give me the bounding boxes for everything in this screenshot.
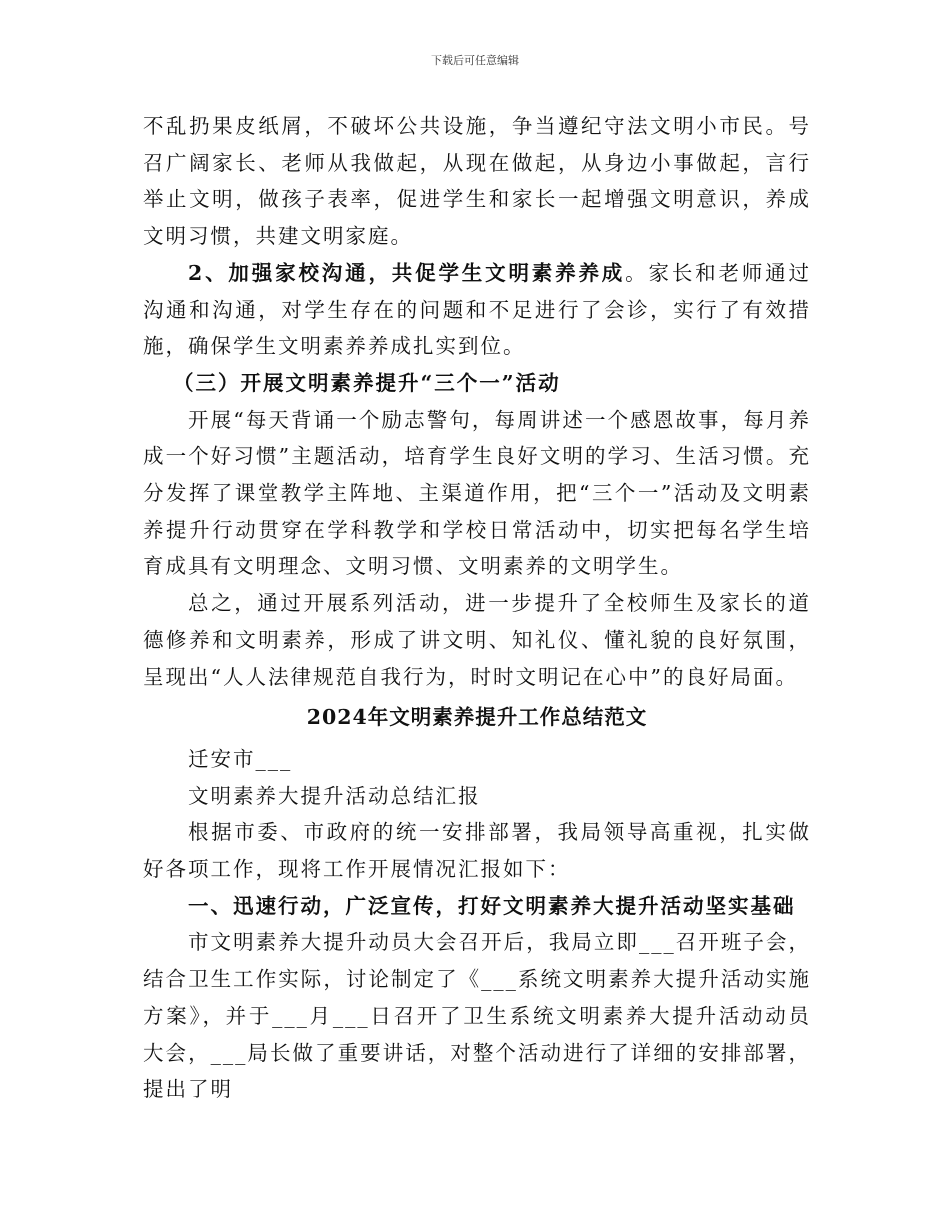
document-title: 2024年文明素养提升工作总结范文	[306, 705, 648, 730]
document-body	[143, 108, 811, 1108]
addressee-line: 迁安市___	[188, 746, 293, 771]
paragraph-home-school	[143, 255, 811, 365]
paragraph-mobilization: 市文明素养大提升动员大会召开后，我局立即___召开班子会，结合卫生工作实际，讨论制定了《___系统文明素养大提升活动实施方案》，并于___月___日召开了卫生系统文明素养大提升活动动员大会，___局长做了重要讲话，对整个活动进行了详细的安排部署，提出了明	[143, 930, 811, 1102]
paragraph-lead-bold: 2、加强家校沟通，共促学生文明素养养成	[188, 260, 626, 285]
paragraph-summary: 总之，通过开展系列活动，进一步提升了全校师生及家长的道德修养和文明素养，形成了讲文明、知礼仪、懂礼貌的良好氛围，呈现出“人人法律规范自我行为，时时文明记在心中”的良好局面。	[143, 591, 811, 689]
paragraph-lead-rest: 。家长和老师通过沟通和沟通，对学生存在的问题和不足进行了会诊，实行了有效措施，确保学生文明素养养成扎实到位。	[143, 260, 812, 359]
paragraph-intro: 根据市委、市政府的统一安排部署，我局领导高重视，扎实做好各项工作，现将工作开展情况汇报如下：	[143, 820, 811, 882]
paragraph-three-ones-activity: 开展“每天背诵一个励志警句，每周讲述一个感恩故事，每月养成一个好习惯”主题活动，培育学生良好文明的学习、生活习惯。充分发挥了课堂教学主阵地、主渠道作用，把“三个一”活动及文明素养提升行动贯穿在学科教学和学校日常活动中，切实把每名学生培育成具有文明理念、文明习惯、文明素养的文明学生。	[143, 407, 811, 579]
page-header-note: 下载后可任意编辑	[431, 54, 519, 67]
paragraph-civility-pledge: 不乱扔果皮纸屑，不破坏公共设施，争当遵纪守法文明小市民。号召广阔家长、老师从我做起，从现在做起，从身边小事做起，言行举止文明，做孩子表率，促进学生和家长一起增强文明意识，养成文明习惯，共建文明家庭。	[143, 114, 811, 249]
section-heading-three-ones: （三）开展文明素养提升“三个一”活动	[173, 370, 561, 395]
section-heading-one: 一、迅速行动，广泛宣传，打好文明素养大提升活动坚实基础	[188, 893, 796, 918]
report-subtitle: 文明素养大提升活动总结汇报	[188, 783, 481, 808]
